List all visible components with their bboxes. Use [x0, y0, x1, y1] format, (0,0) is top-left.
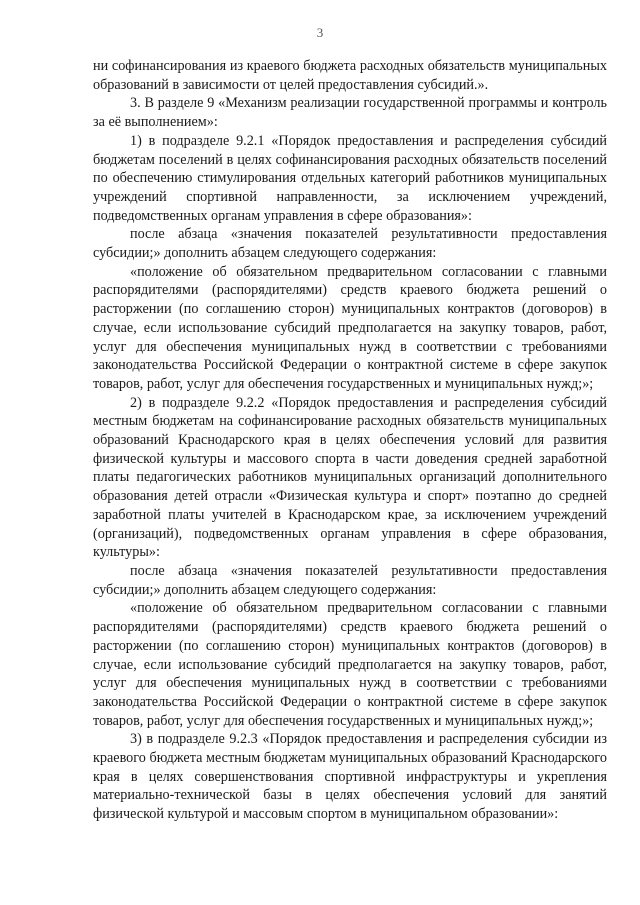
paragraph-continuation: ни софинансирования из краевого бюджета расходных обязательств муниципальных образований в зависимости от целей предоставления субсидий.». — [93, 58, 607, 93]
paragraph-after-abzac-1: после абзаца «значения показателей результативности предоставления субсидии;» дополнить абзацем следующего содержания: — [93, 226, 607, 262]
paragraph-item-3: 3) в подразделе 9.2.3 «Порядок предоставления и распределения субсидии из краевого бюджета местным бюджетам муниципальных образований Краснодарского края в целях совершенствования спортивной инфраструктуры и укрепления материально-технической базы в целях обеспечения условий для занятий физической культурой и массовым спортом в муниципальном образовании»: — [93, 731, 607, 823]
paragraph-quote-2: «положение об обязательном предварительном согласовании с главными распорядителями (распорядителями) средств краевого бюджета решений о расторжении (по соглашению сторон) муниципальных контрактов (договоров) в случае, если использование субсидий предполагается на закупку товаров, работ, услуг для обеспечения муниципальных нужд в соответствии с требованиями законодательства Российской Федерации о контрактной системе в сфере закупок товаров, работ, услуг для обеспечения государственных и муниципальных нужд;»; — [93, 600, 607, 729]
paragraph-section-9-heading: 3. В разделе 9 «Механизм реализации государственной программы и контроль за её выполнением»: — [93, 95, 607, 131]
page-number: 3 — [316, 25, 324, 40]
paragraph-item-2: 2) в подразделе 9.2.2 «Порядок предоставления и распределения субсидий местным бюджетам на софинансирование расходных обязательств муниципальных образований Краснодарского края в целях обеспечения условий для развития физической культуры и массового спорта в части доведения средней заработной платы педагогических работников муниципальных организаций дополнительного образования детей отрасли «Физическая культура и спорт» поэтапно до средней заработной платы учителей в Краснодарском крае, за исключением учреждений (организаций), подведомственных органам управления в сфере образования, культуры»: — [93, 394, 607, 561]
paragraph-item-1: 1) в подразделе 9.2.1 «Порядок предоставления и распределения субсидий бюджетам поселений в целях софинансирования расходных обязательств поселений по обеспечению стимулирования отдельных категорий работников муниципальных учреждений спортивной направленности, за исключением учреждений, подведомственных органам управления в сфере образования»: — [93, 132, 607, 224]
paragraph-quote-1: «положение об обязательном предварительном согласовании с главными распорядителями (распорядителями) средств краевого бюджета решений о расторжении (по соглашению сторон) муниципальных контрактов (договоров) в случае, если использование субсидий предполагается на закупку товаров, работ, услуг для обеспечения муниципальных нужд в соответствии с требованиями законодательства Российской Федерации о контрактной системе в сфере закупок товаров, работ, услуг для обеспечения государственных и муниципальных нужд;»; — [93, 263, 607, 392]
document-body — [93, 57, 607, 824]
paragraph-after-abzac-2: после абзаца «значения показателей результативности предоставления субсидии;» дополнить абзацем следующего содержания: — [93, 562, 607, 598]
